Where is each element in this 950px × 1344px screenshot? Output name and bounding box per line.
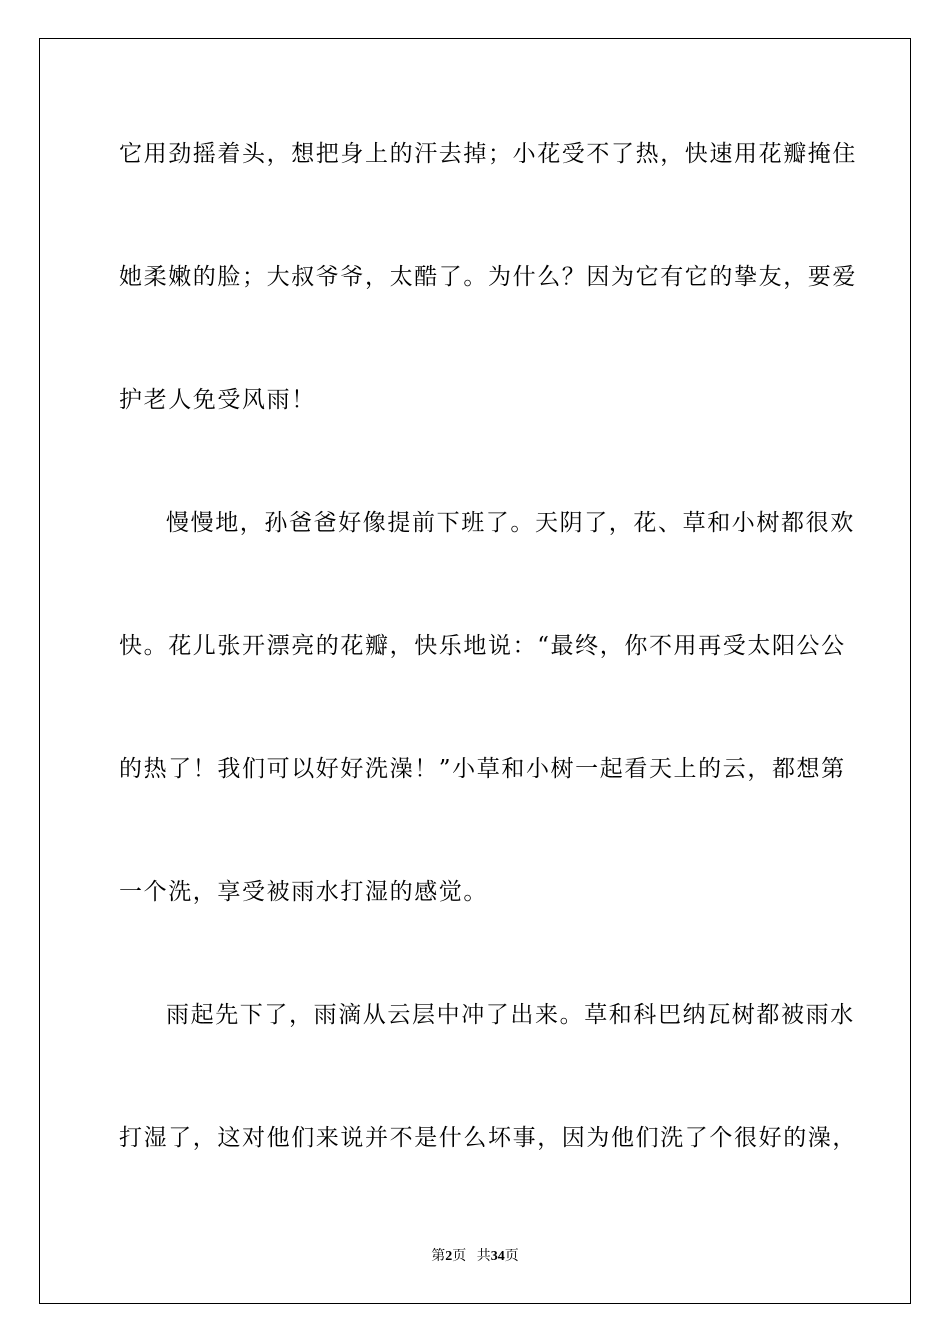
text-line-1: 它用劲摇着头，想把身上的汗去掉；小花受不了热，快速用花瓣掩住 <box>119 141 857 167</box>
text-line-5: 快。花儿张开漂亮的花瓣，快乐地说：“最终，你不用再受太阳公公 <box>119 633 846 659</box>
text-line-2: 她柔嫩的脸；大叔爷爷，太酷了。为什么？因为它有它的挚友，要爱 <box>119 264 857 290</box>
text-line-6: 的热了！我们可以好好洗澡！”小草和小树一起看天上的云，都想第 <box>119 756 846 782</box>
paragraph-start-line-2: 雨起先下了，雨滴从云层中冲了出来。草和科巴纳瓦树都被雨水 <box>166 1002 855 1028</box>
text-line-3: 护老人免受风雨！ <box>119 387 316 413</box>
text-line-7: 一个洗，享受被雨水打湿的感觉。 <box>119 879 488 905</box>
page-suffix: 页 <box>452 1249 467 1264</box>
page-number: 2 <box>445 1249 453 1264</box>
text-line-9: 打湿了，这对他们来说并不是什么坏事，因为他们洗了个很好的澡， <box>119 1125 857 1151</box>
page-prefix: 第 <box>431 1249 446 1264</box>
document-page <box>39 38 911 1304</box>
total-prefix: 共 <box>476 1249 491 1264</box>
total-pages: 34 <box>490 1249 505 1264</box>
total-suffix: 页 <box>504 1249 519 1264</box>
page-footer <box>40 1245 910 1265</box>
paragraph-start-line: 慢慢地，孙爸爸好像提前下班了。天阴了，花、草和小树都很欢 <box>166 510 855 536</box>
